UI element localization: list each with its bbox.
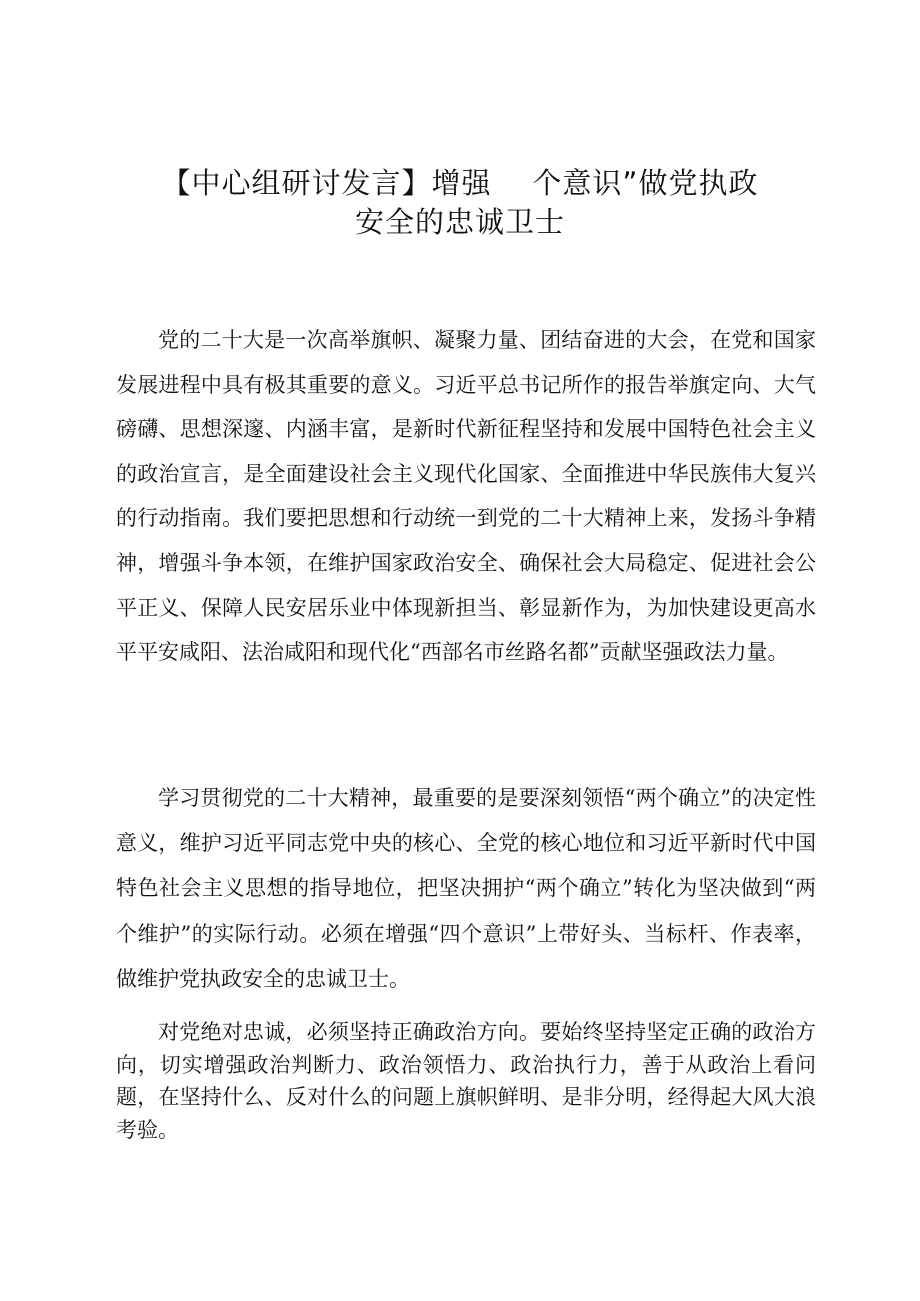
document-title-line-1: 【中心组研讨发言】增强 个意识”做党执政 [161,166,759,200]
paragraph-2: 学习贯彻党的二十大精神，最重要的是要深刻领悟“两个确立”的决定性意义，维护习近平同志党中央的核心、全党的核心地位和习近平新时代中国特色社会主义思想的指导地位，把坚决拥护“两个确立”转化为坚决做到“两个维护”的实际行动。必须在增强“四个意识”上带好头、当标杆、作表率，做维护党执政安全的忠诚卫士。 [116,786,816,991]
document-title-line-2: 安全的忠诚卫士 [354,205,565,239]
paragraph-3: 对党绝对忠诚，必须坚持正确政治方向。要始终坚持坚定正确的政治方向，切实增强政治判断力、政治领悟力、政治执行力，善于从政治上看问题，在坚持什么、反对什么的问题上旗帜鲜明、是非分明，经得起大风大浪考验。 [116,1020,816,1142]
paragraph-1: 党的二十大是一次高举旗帜、凝聚力量、团结奋进的大会，在党和国家发展进程中具有极其重要的意义。习近平总书记所作的报告举旗定向、大气磅礴、思想深邃、内涵丰富，是新时代新征程坚持和发展中国特色社会主义的政治宣言，是全面建设社会主义现代化国家、全面推进中华民族伟大复兴的行动指南。我们要把思想和行动统一到党的二十大精神上来，发扬斗争精神，增强斗争本领，在维护国家政治安全、确保社会大局稳定、促进社会公平正义、保障人民安居乐业中体现新担当、彰显新作为，为加快建设更高水平平安咸阳、法治咸阳和现代化“西部名市丝路名都”贡献坚强政法力量。 [116,328,816,665]
